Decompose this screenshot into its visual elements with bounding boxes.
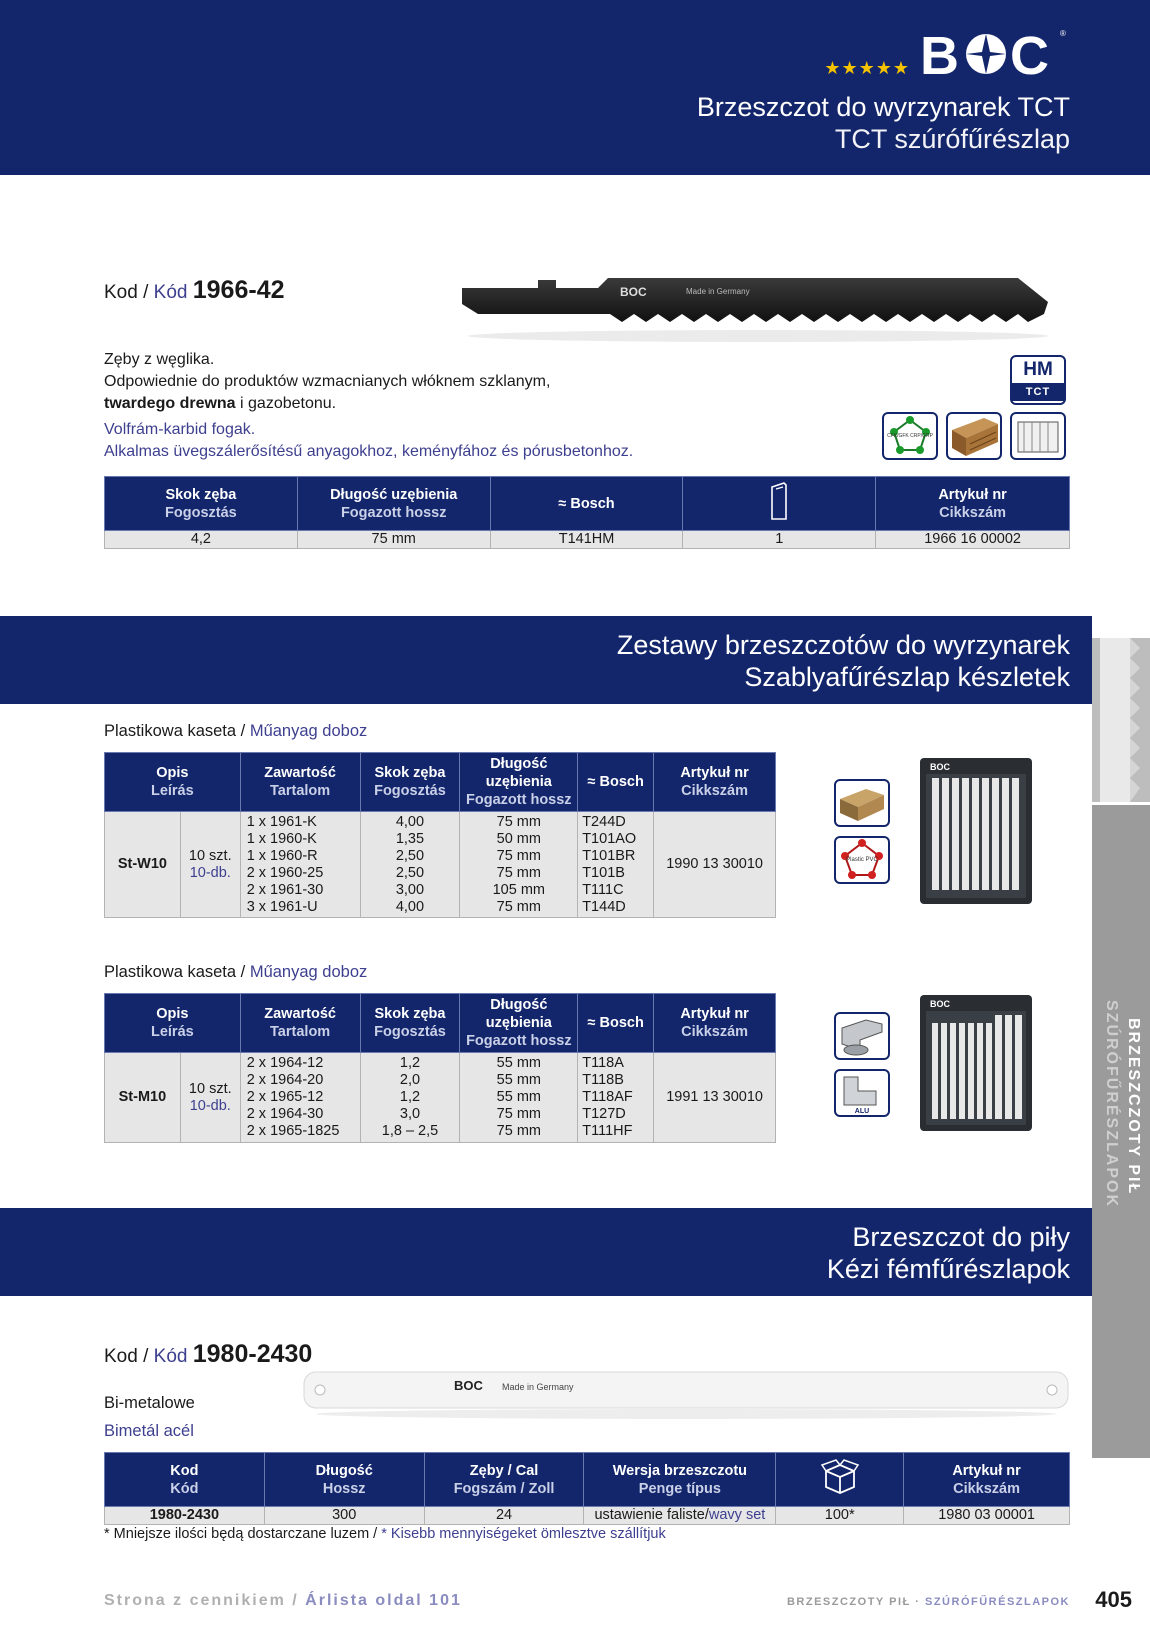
blade-made: Made in Germany bbox=[686, 287, 750, 296]
product-code-line bbox=[104, 276, 285, 305]
section-subtitle: Kézi fémfűrészlapok bbox=[826, 1254, 1070, 1284]
cell-article: 1980 03 00001 bbox=[904, 1507, 1070, 1525]
product-table-1966 bbox=[104, 476, 1070, 549]
th-pack-icon bbox=[683, 477, 876, 531]
set-qty: 10 szt. 10-db. bbox=[180, 1053, 240, 1143]
set-pitch: 1,2 2,0 1,2 3,0 1,8 – 2,5 bbox=[360, 1053, 460, 1143]
box-label-1 bbox=[104, 720, 367, 742]
product-code: 1980-2430 bbox=[192, 1340, 313, 1368]
table-row bbox=[105, 531, 1070, 549]
code-label-pl: Kod / bbox=[104, 1346, 154, 1367]
set-contents: 1 x 1961-K 1 x 1960-K 1 x 1960-R 2 x 1960-25 2 x 1961-30 3 x 1961-U bbox=[240, 812, 360, 918]
page-header bbox=[0, 0, 1150, 175]
side-label-hu: SZÚRÓFŰRÉSZLAPOK bbox=[1103, 1000, 1120, 1208]
desc-pl: Bi-metalowe bbox=[104, 1394, 195, 1412]
desc-pl-line-1: Zęby z węglika. bbox=[104, 351, 215, 368]
cfk-gfk-icon bbox=[882, 412, 938, 460]
th-length: Długość uzębienia Fogazott hossz bbox=[460, 994, 578, 1053]
set-bosch: T118A T118B T118AF T127D T111HF bbox=[578, 1053, 654, 1143]
th-contents: Zawartość Tartalom bbox=[240, 753, 360, 812]
box-icon bbox=[820, 1459, 860, 1495]
blade-brand: BOC bbox=[454, 1378, 483, 1393]
table-row bbox=[105, 812, 776, 918]
svg-text:®: ® bbox=[1060, 29, 1066, 38]
set-bosch: T244D T101AO T101BR T101B T111C T144D bbox=[578, 812, 654, 918]
section-title: Zestawy brzeszczotów do wyrzynarek bbox=[616, 630, 1070, 660]
footnote-pl: * Mniejsze ilości będą dostarczane luzem / bbox=[104, 1526, 382, 1542]
th-pitch: Skok zęba Fogosztás bbox=[105, 477, 298, 531]
set-table-stw10 bbox=[104, 752, 776, 918]
cell-pack: 1 bbox=[683, 531, 876, 549]
desc-bold: twardego drewna bbox=[104, 395, 236, 412]
th-code: Kod Kód bbox=[105, 1453, 265, 1507]
th-article: Artykuł nr Cikkszám bbox=[654, 994, 776, 1053]
hm-tct-badge bbox=[1010, 355, 1066, 405]
boc-logo bbox=[920, 28, 1070, 80]
set-stw10-image bbox=[918, 756, 1038, 906]
description-block bbox=[104, 349, 633, 463]
set-stm10-image bbox=[918, 993, 1038, 1133]
code-label-pl: Kod / bbox=[104, 282, 154, 303]
table-row bbox=[105, 1053, 776, 1143]
table-header-row bbox=[105, 994, 776, 1053]
plastic-pvc-icon bbox=[834, 836, 890, 884]
svg-text:CFK/GFK CRP/GRP: CFK/GFK CRP/GRP bbox=[887, 433, 933, 439]
cell-version: ustawienie faliste/wavy set bbox=[584, 1507, 776, 1525]
cell-pitch: 4,2 bbox=[105, 531, 298, 549]
table-header-row bbox=[105, 477, 1070, 531]
rating-stars: ★★★★★ bbox=[824, 58, 910, 78]
box-label-pl: Plastikowa kaseta / bbox=[104, 963, 250, 981]
th-bosch: ≈ Bosch bbox=[578, 994, 654, 1053]
cell-pack: 100* bbox=[776, 1507, 904, 1525]
side-tab-label bbox=[1093, 1000, 1149, 1300]
th-pitch: Skok zęba Fogosztás bbox=[360, 753, 460, 812]
section-subtitle: Szablyafűrészlap készletek bbox=[744, 662, 1070, 692]
th-desc: Opis Leírás bbox=[105, 753, 241, 812]
section-band-sets bbox=[0, 616, 1092, 704]
footnote-hu: * Kisebb mennyiségeket ömlesztve szállítjuk bbox=[381, 1526, 666, 1542]
th-bosch: ≈ Bosch bbox=[490, 477, 683, 531]
footer-left bbox=[104, 1592, 462, 1610]
box-label-2 bbox=[104, 961, 367, 983]
set-article: 1990 13 30010 bbox=[654, 812, 776, 918]
code-label-hu: Kód bbox=[153, 282, 188, 303]
product-table-1980 bbox=[104, 1452, 1070, 1525]
cell-code: 1980-2430 bbox=[105, 1507, 265, 1525]
th-article: Artykuł nr Cikkszám bbox=[654, 753, 776, 812]
th-tpi: Zęby / Cal Fogszám / Zoll bbox=[424, 1453, 584, 1507]
jigsaw-blade-image bbox=[458, 274, 1070, 354]
box-label-pl: Plastikowa kaseta / bbox=[104, 722, 250, 740]
box-label-hu: Műanyag doboz bbox=[249, 963, 368, 981]
set-length: 75 mm 50 mm 75 mm 75 mm 105 mm 75 mm bbox=[460, 812, 578, 918]
hardwood-icon bbox=[946, 412, 1002, 460]
desc-rest: i gazobetonu. bbox=[235, 395, 337, 412]
table-header-row bbox=[105, 753, 776, 812]
cell-length: 75 mm bbox=[297, 531, 490, 549]
saw-blade-icon bbox=[1092, 638, 1150, 802]
th-length: Długość uzębienia Fogazott hossz bbox=[297, 477, 490, 531]
badge-tct: TCT bbox=[1012, 383, 1064, 401]
th-length: Długość Hossz bbox=[264, 1453, 424, 1507]
side-label-pl: BRZESZCZOTY PIŁ bbox=[1125, 1018, 1142, 1196]
desc-pl-line-3 bbox=[104, 393, 633, 415]
svg-text:ALU: ALU bbox=[854, 1108, 870, 1115]
hacksaw-blade-image bbox=[300, 1368, 1070, 1424]
footer-right-hu: SZÚRÓFŰRÉSZLAPOK bbox=[925, 1596, 1070, 1608]
side-tab-top bbox=[1092, 638, 1150, 802]
box-label-hu: Műanyag doboz bbox=[249, 722, 368, 740]
set-article: 1991 13 30010 bbox=[654, 1053, 776, 1143]
th-length: Długość uzębienia Fogazott hossz bbox=[460, 753, 578, 812]
page-number: 405 bbox=[1095, 1587, 1132, 1612]
footer-left-hu: Árlista oldal 101 bbox=[305, 1592, 462, 1609]
th-article: Artykuł nr Cikkszám bbox=[904, 1453, 1070, 1507]
blade-made: Made in Germany bbox=[502, 1382, 574, 1392]
th-article: Artykuł nr Cikkszám bbox=[876, 477, 1070, 531]
set-length: 55 mm 55 mm 55 mm 75 mm 75 mm bbox=[460, 1053, 578, 1143]
svg-text:Plastic PVC: Plastic PVC bbox=[846, 857, 878, 863]
th-contents: Zawartość Tartalom bbox=[240, 994, 360, 1053]
set-pitch: 4,00 1,35 2,50 2,50 3,00 4,00 bbox=[360, 812, 460, 918]
blade-brand: BOC bbox=[620, 285, 647, 299]
badge-hm: HM bbox=[1023, 359, 1053, 380]
set-qty: 10 szt. 10-db. bbox=[180, 812, 240, 918]
footnote bbox=[104, 1525, 666, 1543]
footer-left-pl: Strona z cennikiem / bbox=[104, 1592, 306, 1609]
th-bosch: ≈ Bosch bbox=[578, 753, 654, 812]
set-name: St-M10 bbox=[105, 1053, 181, 1143]
desc-hu: Bimetál acél bbox=[104, 1422, 194, 1440]
section-title: Brzeszczot do piły bbox=[852, 1222, 1070, 1252]
svg-text:C: C bbox=[1010, 28, 1049, 80]
th-version: Wersja brzeszczotu Penge típus bbox=[584, 1453, 776, 1507]
svg-text:BOC: BOC bbox=[930, 762, 950, 772]
svg-text:BOC: BOC bbox=[930, 999, 950, 1009]
wood-icon bbox=[834, 779, 890, 827]
metal-profile-icon bbox=[834, 1012, 890, 1060]
footer-right-pl: BRZESZCZOTY PIŁ · bbox=[786, 1596, 925, 1608]
page-subtitle: TCT szúrófűrészlap bbox=[834, 124, 1070, 154]
alu-icon bbox=[834, 1069, 890, 1117]
package-icon bbox=[768, 479, 790, 523]
product-code: 1966-42 bbox=[192, 276, 285, 304]
desc-pl-line-2: Odpowiednie do produktów wzmacnianych włóknem szklanym, bbox=[104, 373, 551, 390]
code-label-hu: Kód bbox=[153, 1346, 188, 1367]
set-name: St-W10 bbox=[105, 812, 181, 918]
cell-length: 300 bbox=[264, 1507, 424, 1525]
cell-article: 1966 16 00002 bbox=[876, 531, 1070, 549]
table-header-row bbox=[105, 1453, 1070, 1507]
set-contents: 2 x 1964-12 2 x 1964-20 2 x 1965-12 2 x 1964-30 2 x 1965-1825 bbox=[240, 1053, 360, 1143]
set-table-stm10 bbox=[104, 993, 776, 1143]
section-band-hacksaw bbox=[0, 1208, 1092, 1296]
th-pitch: Skok zęba Fogosztás bbox=[360, 994, 460, 1053]
footer-right bbox=[787, 1596, 1070, 1608]
cell-bosch: T141HM bbox=[490, 531, 683, 549]
cell-tpi: 24 bbox=[424, 1507, 584, 1525]
aerated-concrete-icon bbox=[1010, 412, 1066, 460]
page-title: Brzeszczot do wyrzynarek TCT bbox=[696, 92, 1070, 122]
svg-text:B: B bbox=[920, 28, 959, 80]
hacksaw-description bbox=[104, 1392, 195, 1442]
th-desc: Opis Leírás bbox=[105, 994, 241, 1053]
th-box-icon bbox=[776, 1453, 904, 1507]
product-code-line bbox=[104, 1340, 312, 1369]
desc-hu-line-1: Volfrám-karbid fogak. bbox=[104, 421, 256, 438]
table-row bbox=[105, 1507, 1070, 1525]
desc-hu-line-2: Alkalmas üvegszálerősítésű anyagokhoz, keményfához és pórusbetonhoz. bbox=[104, 443, 634, 460]
